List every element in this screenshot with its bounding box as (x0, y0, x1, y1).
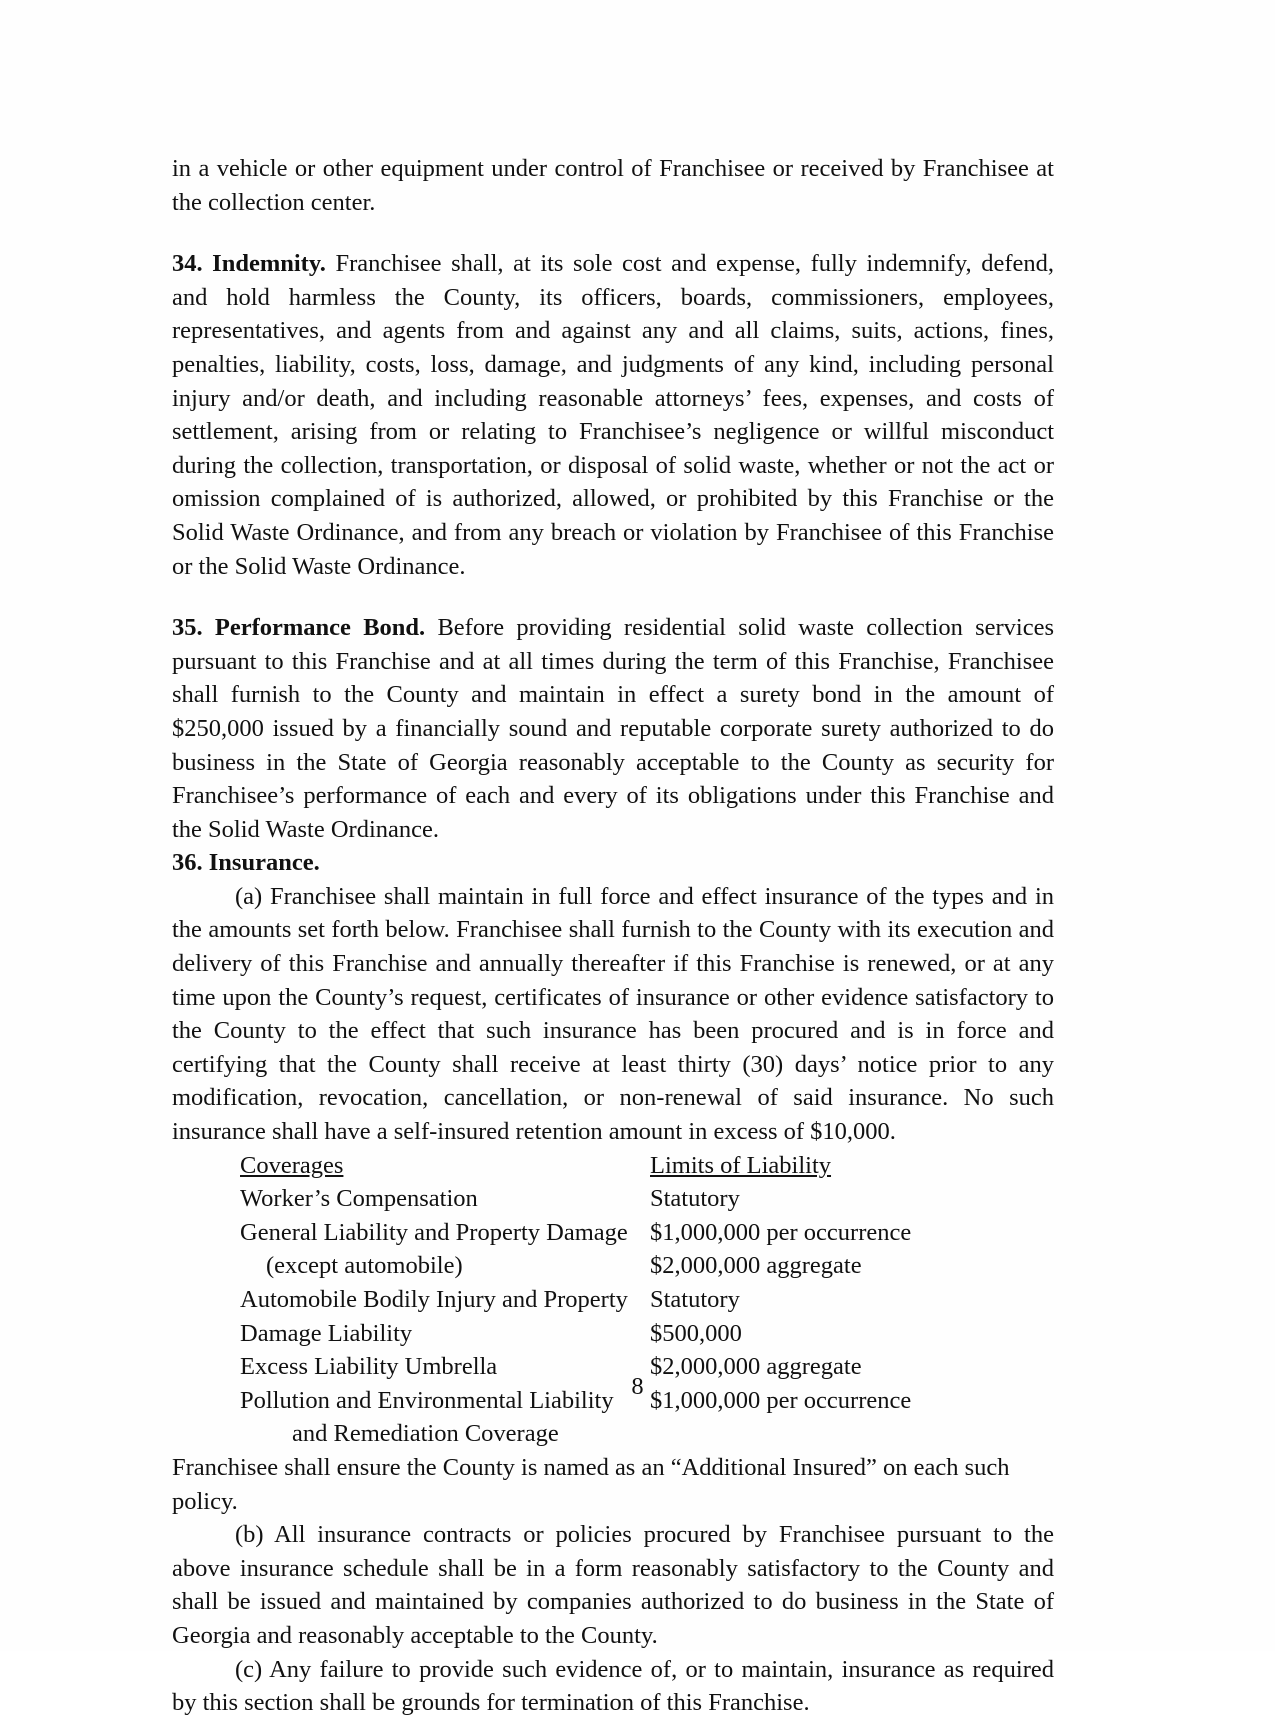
table-row (172, 1417, 1054, 1451)
limit-cell: $1,000,000 per occurrence (650, 1218, 912, 1246)
insurance-schedule-body (172, 1149, 1054, 1451)
limit-cell: $1,000,000 per occurrence (650, 1386, 912, 1414)
section-35-paragraph (172, 611, 1054, 846)
coverage-cell: Excess Liability Umbrella (240, 1353, 498, 1381)
section-34-text: Franchisee shall, at its sole cost and expense, fully indemnify, defend, and hold harmless the County, its officers, boards, commissioners, employees, representatives, and agents from and against any and all claims, suits, actions, fines, penalties, liability, costs, loss, damage, and judgments of any kind, including personal injury and/or death, and including reasonable attorneys’ fees, expenses, and costs of settlement, arising from or relating to Franchisee’s negligence or willful misconduct during the collection, transportation, or disposal of solid waste, whether or not the act or omission complained of is authorized, allowed, or prohibited by this Franchise or the Solid Waste Ordinance, and from any breach or violation by Franchisee of this Franchise or the Solid Waste Ordinance. (172, 250, 1055, 580)
additional-insured-note: Franchisee shall ensure the County is named as an “Additional Insured” on each such policy. (172, 1453, 1010, 1515)
continued-paragraph: in a vehicle or other equipment under control of Franchisee or received by Franchisee at the collection center. (172, 155, 1054, 216)
coverage-cell: Pollution and Environmental Liability (240, 1386, 614, 1414)
section-34-paragraph (172, 247, 1054, 583)
section-35-heading: 35. Performance Bond. (172, 614, 426, 642)
table-row (172, 1182, 1054, 1216)
limit-cell: $2,000,000 aggregate (650, 1252, 862, 1280)
page-content (172, 152, 1054, 1720)
table-row (172, 1317, 1054, 1351)
table-row (172, 1216, 1054, 1250)
coverage-cell: and Remediation Coverage (292, 1420, 559, 1448)
section-34-heading: 34. Indemnity. (172, 250, 326, 278)
section-36-heading: 36. Insurance. (172, 849, 320, 877)
section-36-paragraph-b: (b) All insurance contracts or policies procured by Franchisee pursuant to the above insurance schedule shall be in a form reasonably satisfactory to the County and shall be issued and maintained by companies authorized to do business in the State of Georgia and reasonably acceptable to the County. (172, 1521, 1054, 1649)
coverage-cell: Automobile Bodily Injury and Property (240, 1286, 628, 1313)
limit-cell: $2,000,000 aggregate (650, 1353, 862, 1381)
insurance-schedule-table (172, 1149, 1054, 1451)
limit-cell: $500,000 (650, 1319, 742, 1347)
coverage-cell: Damage Liability (240, 1319, 413, 1347)
section-36-paragraph-a: (a) Franchisee shall maintain in full force and effect insurance of the types and in the amounts set forth below. Franchisee shall furnish to the County with its execution and delivery of this Franchise and annually thereafter if this Franchise is renewed, or at any time upon the County’s request, certificates of insurance or other evidence satisfactory to the County to the effect that such insurance has been procured and is in force and certifying that the County shall receive at least thirty (30) days’ notice prior to any modification, revocation, cancellation, or non-renewal of said insurance. No such insurance shall have a self-insured retention amount in excess of $10,000. (172, 882, 1054, 1146)
limit-cell: Statutory (650, 1286, 740, 1313)
column-header-coverages: Coverages (240, 1151, 344, 1179)
section-36-paragraph-c: (c) Any failure to provide such evidence of, or to maintain, insurance as required by this section shall be grounds for termination of this Franchise. (172, 1655, 1054, 1717)
column-header-limits: Limits of Liability (650, 1151, 832, 1179)
section-35-text: Before providing residential solid waste collection services pursuant to this Franchise and at all times during the term of this Franchise, Franchisee shall furnish to the County and maintain in effect a surety bond in the amount of $250,000 issued by a financially sound and reputable corporate surety authorized to do business in the State of Georgia reasonably acceptable to the County as security for Franchisee’s performance of each and every of its obligations under this Franchise and the Solid Waste Ordinance. (172, 614, 1055, 843)
page-number: 8 (631, 1373, 644, 1400)
coverage-cell: General Liability and Property Damage (240, 1218, 628, 1246)
table-header-row (172, 1149, 1054, 1183)
table-row (172, 1249, 1054, 1283)
table-row (172, 1283, 1054, 1317)
coverage-cell: (except automobile) (266, 1252, 463, 1280)
limit-cell (650, 1417, 1054, 1451)
coverage-cell: Worker’s Compensation (240, 1185, 478, 1213)
limit-cell: Statutory (650, 1185, 740, 1213)
